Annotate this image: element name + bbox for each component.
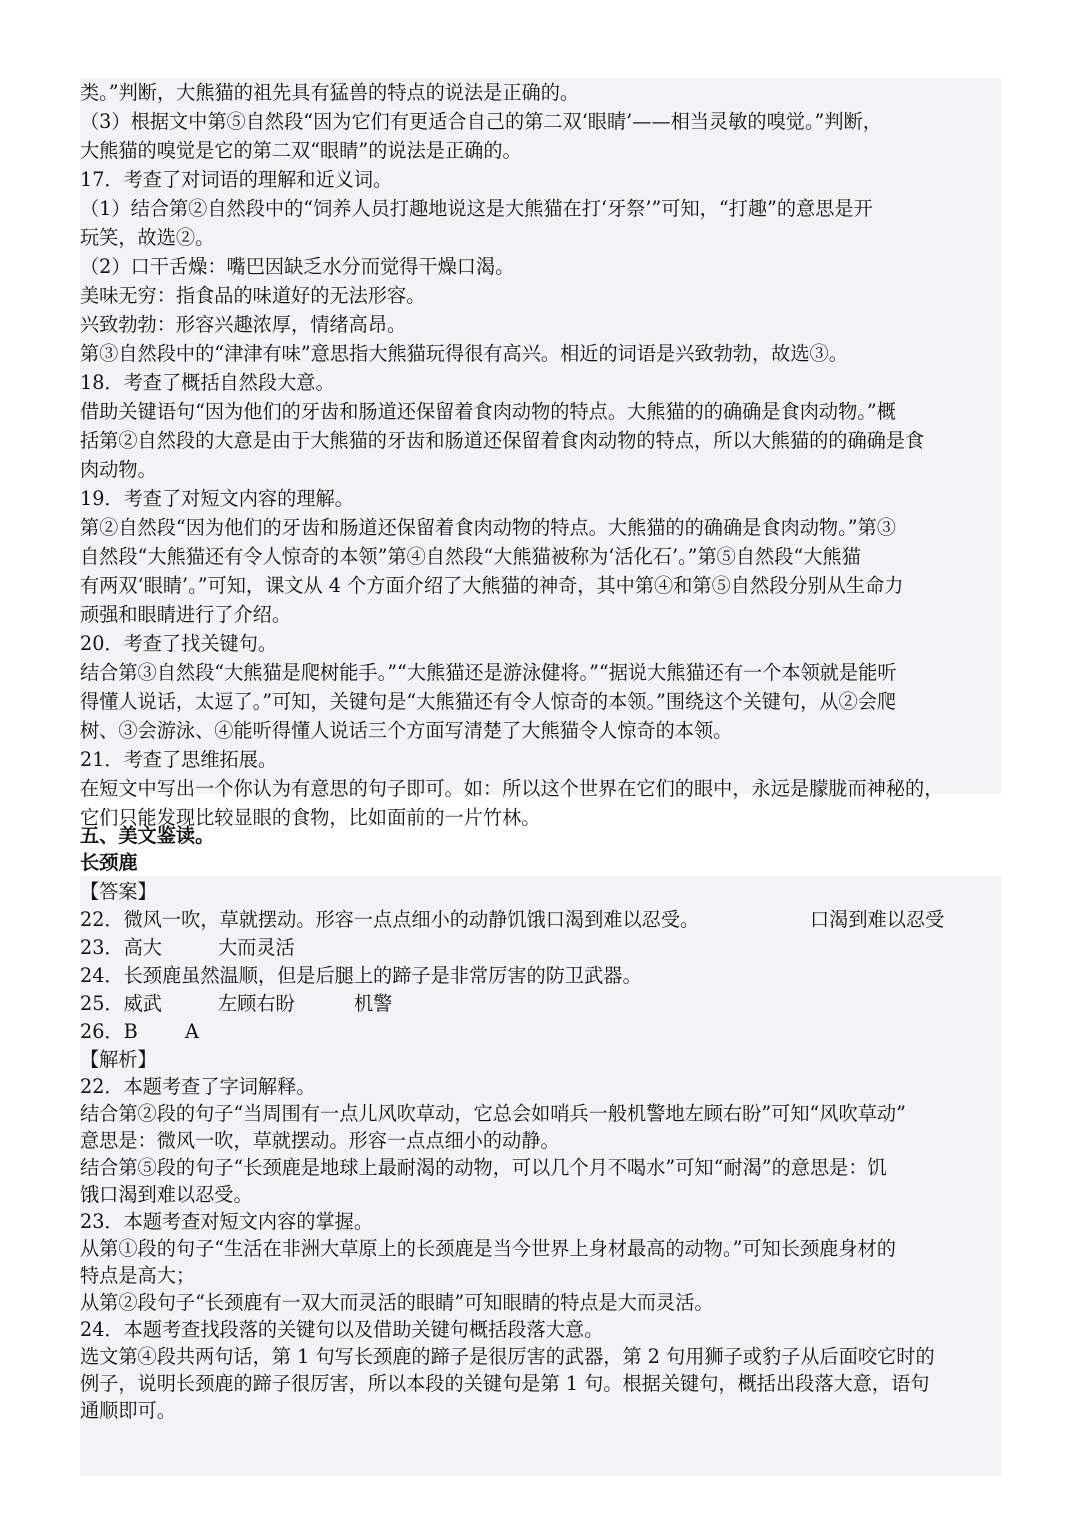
text-line: （3）根据文中第⑤自然段“因为它们有更适合自己的第二双‘眼睛’——相当灵敏的嗅觉。”判断， <box>80 110 882 133</box>
answer-text: 左顾右盼 <box>218 992 295 1015</box>
text-line: 借助关键语句“因为他们的牙齿和肠道还保留着食肉动物的特点。大熊猫的的确确是食肉动物。”概 <box>80 400 896 423</box>
answer-text: 机警 <box>354 992 393 1015</box>
answer-text: 25．威武 <box>80 992 162 1015</box>
text-line: 例子，说明长颈鹿的蹄子很厉害，所以本段的关键句是第 1 句。根据关键句，概括出段落大意，语句 <box>80 1372 930 1395</box>
explanation-24-title: 24．本题考查找段落的关键句以及借助关键句概括段落大意。 <box>80 1318 604 1341</box>
text-line: 括第②自然段的大意是由于大熊猫的牙齿和肠道还保留着食肉动物的特点，所以大熊猫的的确确是食 <box>80 429 925 452</box>
text-line: 第②自然段“因为他们的牙齿和肠道还保留着食肉动物的特点。大熊猫的的确确是食肉动物。”第③ <box>80 516 896 539</box>
text-line: 树、③会游泳、④能听得懂人说话三个方面写清楚了大熊猫令人惊奇的本领。 <box>80 719 733 742</box>
text-line: 通顺即可。 <box>80 1399 176 1422</box>
answer-text: 大而灵活 <box>218 936 295 959</box>
question-21-title: 21．考查了思维拓展。 <box>80 748 278 771</box>
text-line: 第③自然段中的“津津有味”意思指大熊猫玩得很有高兴。相近的词语是兴致勃勃，故选③。 <box>80 342 848 365</box>
section-heading: 五、美文鉴读。 <box>80 824 215 847</box>
answer-label: 【答案】 <box>80 880 157 903</box>
text-line: 美味无穷：指食品的味道好的无法形容。 <box>80 284 426 307</box>
question-20-title: 20．考查了找关键句。 <box>80 632 278 655</box>
text-line: 饿口渴到难以忍受。 <box>80 1183 253 1206</box>
passage-title: 长颈鹿 <box>80 851 138 874</box>
answer-25 <box>80 991 1001 1017</box>
text-line: 结合第③自然段“大熊猫是爬树能手。”“大熊猫还是游泳健将。”“据说大熊猫还有一个本领就是能听 <box>80 661 897 684</box>
text-line: 大熊猫的嗅觉是它的第二双“眼睛”的说法是正确的。 <box>80 139 522 162</box>
text-line: 玩笑，故选②。 <box>80 226 215 249</box>
text-line: 自然段“大熊猫还有令人惊奇的本领”第④自然段“大熊猫被称为‘活化石’。”第⑤自然段“大熊猫 <box>80 545 861 568</box>
text-line: 特点是高大； <box>80 1264 196 1287</box>
text-line: （2）口干舌燥：嘴巴因缺乏水分而觉得干燥口渴。 <box>80 255 515 278</box>
answer-24: 24．长颈鹿虽然温顺，但是后腿上的蹄子是非常厉害的防卫武器。 <box>80 964 642 987</box>
text-line: 兴致勃勃：形容兴趣浓厚，情绪高昂。 <box>80 313 407 336</box>
text-line: 在短文中写出一个你认为有意思的句子即可。如：所以这个世界在它们的眼中，永远是朦胧而神秘的， <box>80 777 944 800</box>
answer-text: 22．微风一吹，草就摆动。形容一点点细小的动静饥饿口渴到难以忍受。 <box>80 908 700 931</box>
question-17-title: 17．考查了对词语的理解和近义词。 <box>80 168 393 191</box>
text-line: 结合第②段的句子“当周围有一点儿风吹草动，它总会如哨兵一般机警地左顾右盼”可知“风吹草动” <box>80 1102 906 1125</box>
text-line: 从第①段的句子“生活在非洲大草原上的长颈鹿是当今世界上身材最高的动物。”可知长颈鹿身材的 <box>80 1237 896 1260</box>
text-line: 从第②段句子“长颈鹿有一双大而灵活的眼睛”可知眼睛的特点是大而灵活。 <box>80 1291 714 1314</box>
analysis-label: 【解析】 <box>80 1048 157 1071</box>
answer-22 <box>80 907 1001 933</box>
answer-26 <box>80 1019 1001 1045</box>
text-line: 结合第⑤段的句子“长颈鹿是地球上最耐渴的动物，可以几个月不喝水”可知“耐渴”的意思是：饥 <box>80 1156 887 1179</box>
question-19-title: 19．考查了对短文内容的理解。 <box>80 487 354 510</box>
text-line: （1）结合第②自然段中的“饲养人员打趣地说这是大熊猫在打‘牙祭’”可知，“打趣”的意思是开 <box>80 197 873 220</box>
text-line: 顽强和眼睛进行了介绍。 <box>80 603 292 626</box>
text-line: 意思是：微风一吹，草就摆动。形容一点点细小的动静。 <box>80 1129 560 1152</box>
text-line: 肉动物。 <box>80 458 157 481</box>
answer-text: 23．高大 <box>80 936 162 959</box>
text-line: 得懂人说话，太逗了。”可知，关键句是“大熊猫还有令人惊奇的本领。”围绕这个关键句，从②会爬 <box>80 690 897 713</box>
question-18-title: 18．考查了概括自然段大意。 <box>80 371 335 394</box>
answer-text: 口渴到难以忍受 <box>810 908 945 931</box>
answer-text: 26．B <box>80 1020 138 1043</box>
explanation-22-title: 22．本题考查了字词解释。 <box>80 1075 316 1098</box>
text-line: 它们只能发现比较显眼的食物，比如面前的一片竹林。 <box>80 806 541 829</box>
answer-text: A <box>185 1020 199 1043</box>
text-line: 有两双‘眼睛’。”可知，课文从 4 个方面介绍了大熊猫的神奇，其中第④和第⑤自然段分别从生命力 <box>80 574 904 597</box>
text-line: 类。”判断，大熊猫的祖先具有猛兽的特点的说法是正确的。 <box>80 81 580 104</box>
text-line: 选文第④段共两句话，第 1 句写长颈鹿的蹄子是很厉害的武器，第 2 句用狮子或豹子从后面咬它时的 <box>80 1345 935 1368</box>
explanation-23-title: 23．本题考查对短文内容的掌握。 <box>80 1210 374 1233</box>
answer-23 <box>80 935 1001 961</box>
